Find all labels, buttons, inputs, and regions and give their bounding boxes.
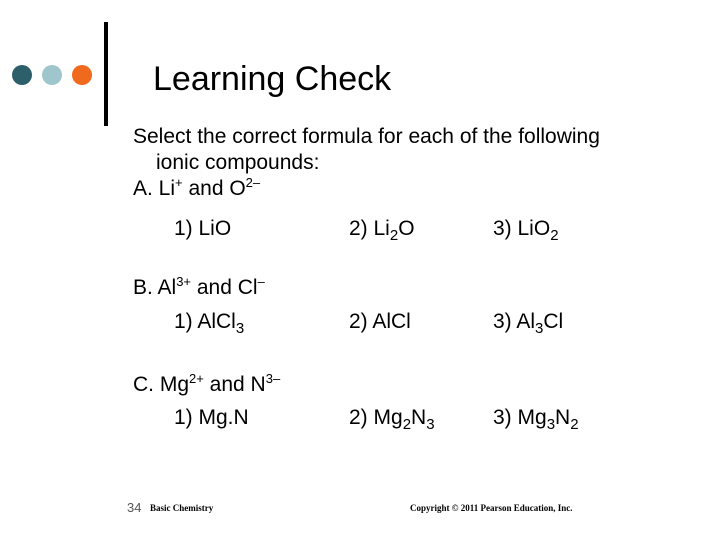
slide-title: Learning Check bbox=[153, 60, 392, 98]
option-b-1[interactable]: 1) AlCl$_3$ bbox=[174, 310, 245, 337]
decorative-dot-orange bbox=[72, 65, 92, 85]
question-a: A. Li+ and $O^{2-}$ bbox=[133, 175, 261, 200]
footer-copyright: Copyright © 2011 Pearson Education, Inc. bbox=[410, 503, 573, 513]
question-b: B. $Al^{3+}$ and Cl– bbox=[133, 274, 265, 299]
option-a-3[interactable]: 3) LiO$_2$ bbox=[493, 217, 559, 244]
option-b-3[interactable]: 3) $Al_3Cl$ bbox=[493, 310, 564, 337]
title-divider-bar bbox=[104, 22, 108, 126]
footer-book-title: Basic Chemistry bbox=[150, 503, 214, 513]
option-c-3[interactable]: 3) $Mg_3N_2$ bbox=[493, 406, 579, 433]
decorative-dot-light bbox=[42, 65, 62, 85]
option-a-1[interactable]: 1) LiO bbox=[174, 217, 232, 240]
question-c: C. $Mg^{2+}$ and $N^{3-}$ bbox=[133, 371, 281, 396]
option-c-1[interactable]: 1) Mg.N bbox=[174, 406, 249, 429]
decorative-dot-dark bbox=[12, 65, 32, 85]
option-a-2[interactable]: 2) $Li_2O$ bbox=[349, 217, 415, 244]
page-number: 34 bbox=[127, 500, 142, 515]
intro-line-2: ionic compounds: bbox=[156, 151, 320, 174]
option-c-2[interactable]: 2) $Mg_2N_3$ bbox=[349, 406, 435, 433]
intro-line-1: Select the correct formula for each of the following bbox=[133, 125, 600, 148]
option-b-2[interactable]: 2) AlCl bbox=[349, 310, 411, 333]
